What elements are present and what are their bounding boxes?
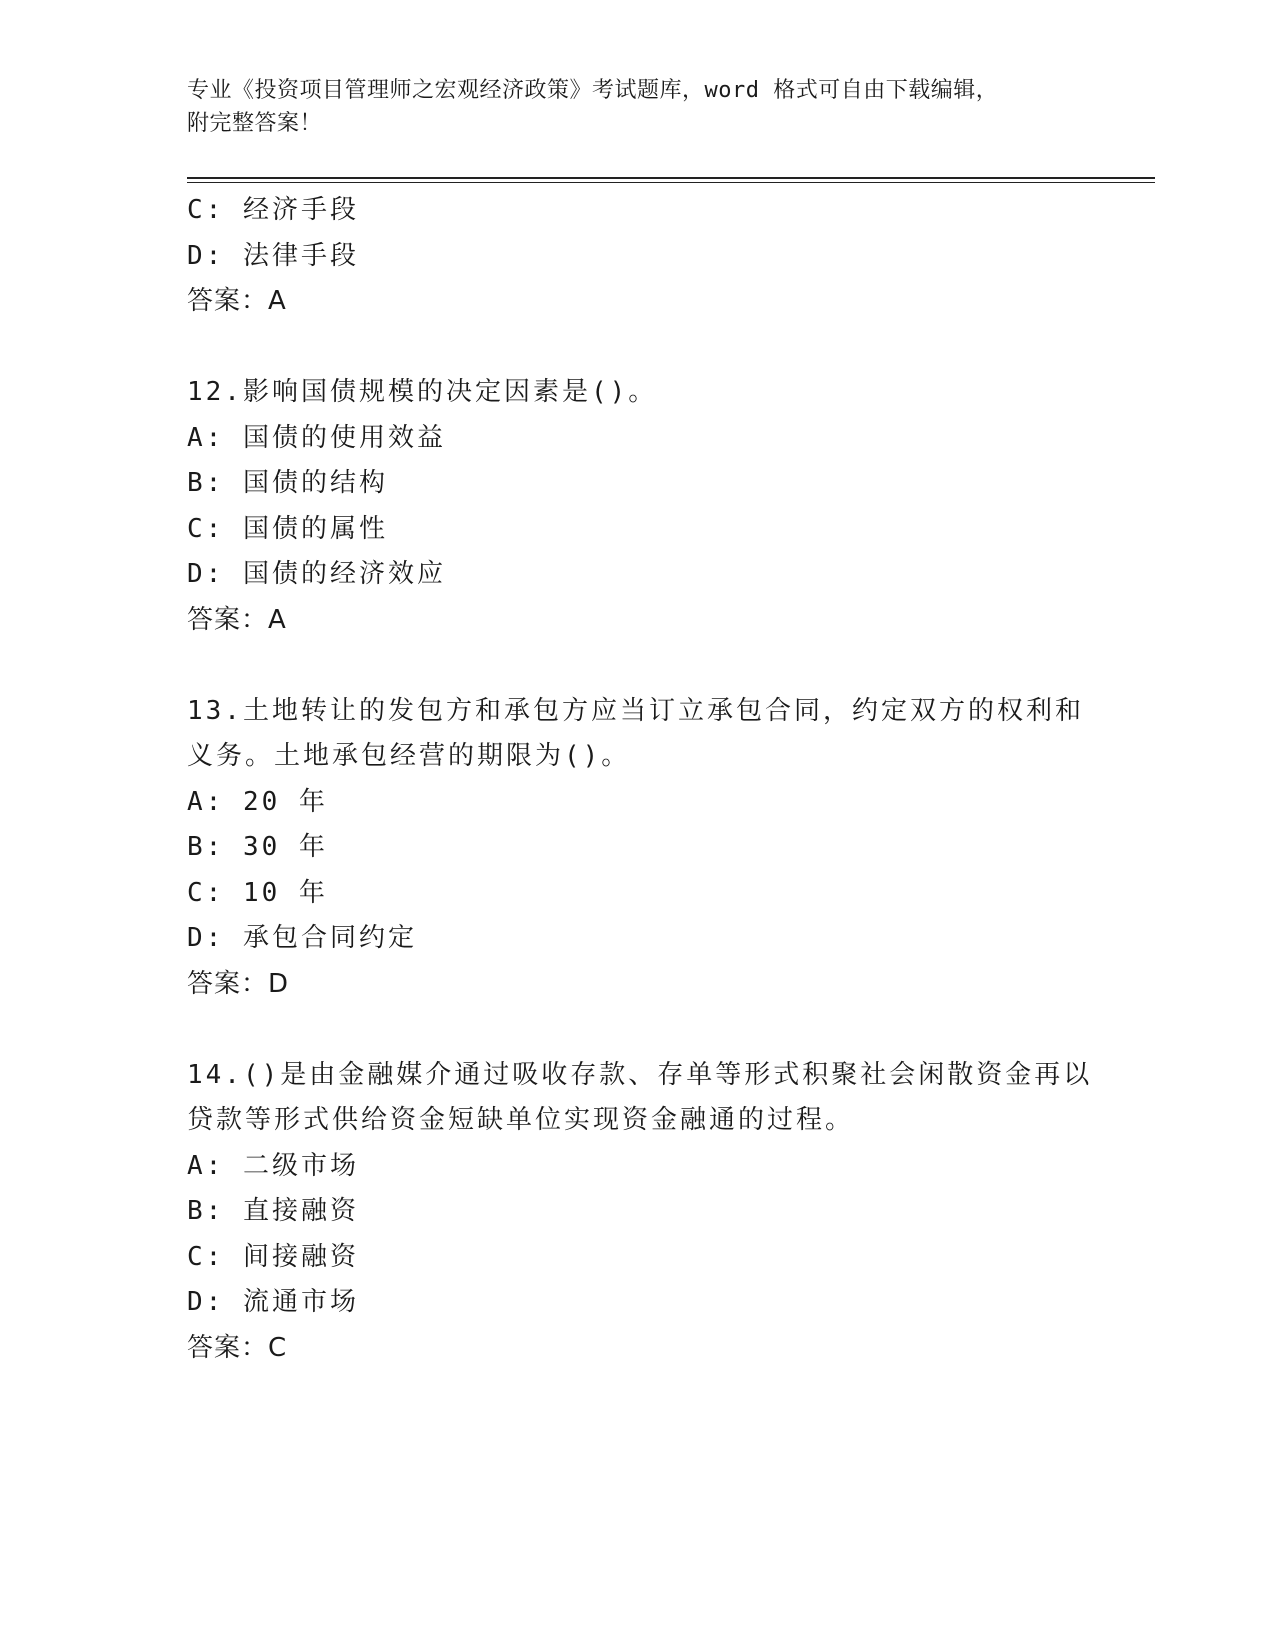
question-stem-line-2: 贷款等形式供给资金短缺单位实现资金融通的过程。 (187, 1105, 855, 1135)
answer-line: 答案：D (187, 968, 290, 999)
option-c: C: 10 年 (187, 877, 328, 908)
option-a: A: 20 年 (187, 786, 328, 817)
header-line-2: 附完整答案！ (187, 111, 323, 136)
header-divider (187, 177, 1155, 179)
question-14 (187, 1053, 1093, 1372)
document-body (187, 188, 1093, 1371)
question-stem-line-2: 义务。土地承包经营的期限为()。 (187, 741, 631, 771)
answer-line: 答案：C (187, 1332, 288, 1363)
question-stem: 12.影响国债规模的决定因素是()。 (187, 377, 658, 407)
question-stem-line-1: 13.土地转让的发包方和承包方应当订立承包合同，约定双方的权利和 (187, 695, 1084, 726)
spacer (187, 643, 1087, 689)
option-c: C: 间接融资 (187, 1241, 359, 1272)
spacer (187, 1007, 1087, 1053)
option-d: D: 法律手段 (187, 240, 359, 271)
option-a: A: 国债的使用效益 (187, 422, 446, 453)
option-a: A: 二级市场 (187, 1150, 359, 1181)
question-12 (187, 370, 1087, 643)
answer-line: 答案：A (187, 604, 287, 635)
document-header (187, 74, 1087, 140)
option-c: C: 经济手段 (187, 195, 359, 225)
question-11-continuation (187, 188, 1087, 325)
option-b: B: 国债的结构 (187, 468, 388, 498)
question-13 (187, 689, 1087, 1008)
option-d: D: 承包合同约定 (187, 923, 417, 953)
option-d: D: 国债的经济效应 (187, 559, 446, 589)
spacer (187, 325, 1087, 371)
option-d: D: 流通市场 (187, 1287, 359, 1317)
option-b: B: 直接融资 (187, 1196, 359, 1226)
header-line-1: 专业《投资项目管理师之宏观经济政策》考试题库，word 格式可自由下载编辑， (187, 78, 999, 103)
answer-line: 答案：A (187, 286, 287, 316)
header-divider-thin (187, 182, 1155, 183)
question-stem-line-1: 14.()是由金融媒介通过吸收存款、存单等形式积聚社会闲散资金再以 (187, 1059, 1093, 1090)
option-b: B: 30 年 (187, 832, 328, 862)
option-c: C: 国债的属性 (187, 513, 388, 544)
